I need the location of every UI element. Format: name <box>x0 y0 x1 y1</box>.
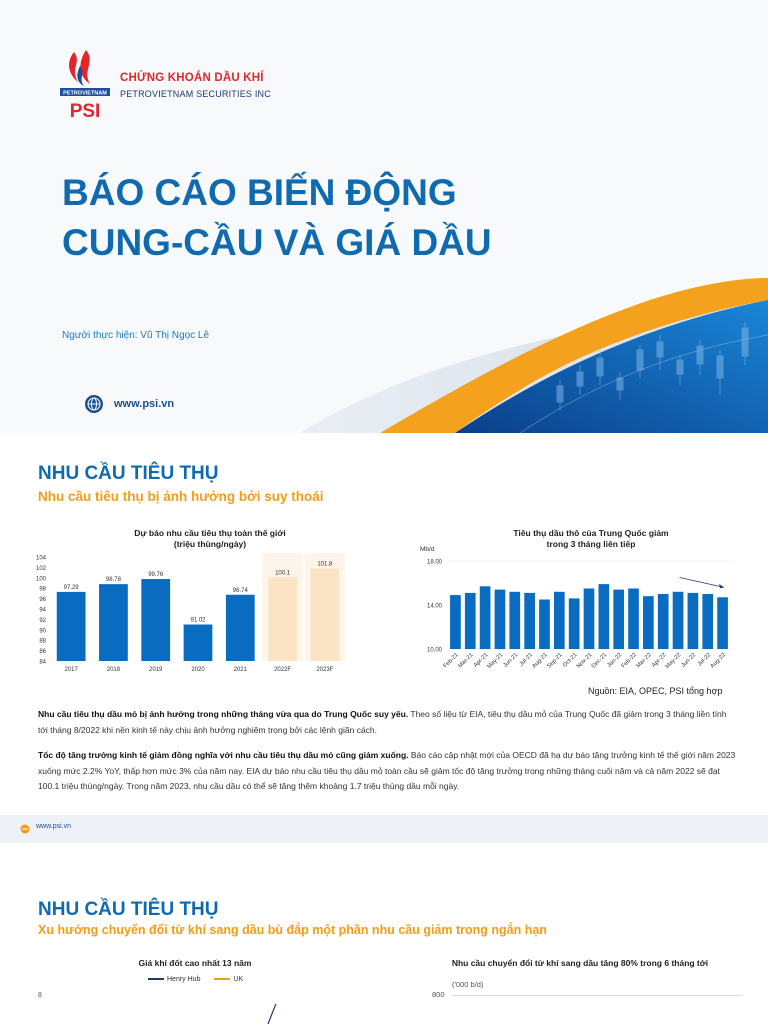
bar-value-label: 98.78 <box>105 577 121 584</box>
paragraph-1-rest: Theo số liệu từ EIA, tiêu thụ dầu mỏ của Trung Quốc đã giảm trong 3 tháng liền tính tới tháng 8/2022 khi nền kinh tế này chịu ảnh hưởng nghiêm trọng bởi các lệnh giãn cách. <box>38 709 727 735</box>
bar <box>450 595 461 649</box>
gas-price-legend <box>148 976 243 983</box>
brand-name-en: PETROVIETNAM SECURITIES INC <box>120 89 271 99</box>
bar <box>268 577 297 661</box>
x-tick-label: Aug-22 <box>709 652 727 670</box>
paragraph-1 <box>38 707 738 738</box>
page-footer <box>0 815 768 843</box>
bar <box>539 600 550 650</box>
gas-price-chart-title: Giá khí đốt cao nhất 13 năm <box>138 958 252 968</box>
paragraph-1-bold: Nhu cầu tiêu thụ dầu mỏ bị ảnh hưởng trong những tháng vừa qua do Trung Quốc suy yếu. <box>38 709 409 719</box>
y-tick-label: 18.00 <box>426 559 442 566</box>
footer-logo-icon <box>20 824 32 834</box>
x-tick-label: Feb-22 <box>620 652 638 670</box>
psi-logo <box>60 48 110 120</box>
switching-chart-title: Nhu cầu chuyển đổi từ khí sang dầu tăng 80% trong 6 tháng tới <box>451 958 709 968</box>
gas-price-chart-partial <box>38 994 278 1024</box>
x-tick-label: 2021 <box>233 667 247 673</box>
bar-value-label: 91.02 <box>190 617 206 624</box>
y-tick-label: 88 <box>39 638 46 645</box>
x-tick-label: Dec-21 <box>590 652 609 670</box>
y-tick-label: 84 <box>39 659 46 666</box>
website-text: www.psi.vn <box>114 398 175 410</box>
x-tick-label: Nov-21 <box>575 652 594 670</box>
section-title: NHU CẦU TIÊU THỤ <box>38 463 219 484</box>
legend-uk: UK <box>214 976 243 983</box>
bar-value-label: 101.8 <box>317 561 333 568</box>
logo-text: PSI <box>69 101 101 120</box>
y-tick-label: 94 <box>39 607 46 614</box>
bar <box>643 596 654 649</box>
x-tick-label: 2022F <box>274 667 292 673</box>
world-demand-chart <box>26 551 356 681</box>
bar <box>57 592 86 661</box>
bar <box>613 590 624 649</box>
legend-henry-hub: Henry Hub <box>148 976 200 983</box>
switching-axis-top: 800 <box>432 990 445 999</box>
x-tick-label: Sep-21 <box>546 652 564 670</box>
bar <box>688 593 699 649</box>
y-tick-label: 14.00 <box>426 603 442 610</box>
y-tick-label: 96 <box>39 597 46 604</box>
bar <box>569 598 580 649</box>
bar-value-label: 99.76 <box>148 572 164 579</box>
bar-value-label: 100.1 <box>275 570 291 577</box>
paragraph-2-rest: Báo cáo cập nhật mới của OECD đã hạ dự báo tăng trưởng kinh tế thế giới năm 2023 xuống mức 2.2% YoY, thấp hơn mức 3% của năm nay. EIA dự báo nhu cầu tiêu thụ dầu mỏ toàn cầu sẽ giảm tốc độ tăng trưởng trong những tháng cuối năm và cả năm 2022 sẽ đạt 100.1 triệu thùng/ngày. Trong năm 2023, nhu cầu dầu có thể sẽ tăng thêm khoảng 1.7 triệu thùng dầu mỗi ngày. <box>38 750 736 791</box>
x-tick-label: Mar-21 <box>457 652 475 670</box>
bar-value-label: 96.74 <box>232 587 248 594</box>
x-tick-label: Jul-21 <box>518 652 535 668</box>
cover-slide <box>0 0 768 433</box>
x-tick-label: Apr-21 <box>472 652 490 669</box>
y-tick-label: 100 <box>35 576 46 583</box>
section-subtitle: Nhu cầu tiêu thụ bị ảnh hưởng bởi suy thoái <box>38 489 324 504</box>
globe-icon <box>84 394 104 414</box>
switching-unit: ('000 b/d) <box>452 980 484 989</box>
world-demand-title-line2: (triệu thùng/ngày) <box>173 539 247 549</box>
report-title-line2: CUNG-CẦU VÀ GIÁ DẦU <box>62 222 492 263</box>
bar <box>584 589 595 650</box>
bar <box>598 584 609 649</box>
author-line: Người thực hiện: Vũ Thị Ngọc Lê <box>62 330 210 341</box>
chart-source: Nguồn: EIA, OPEC, PSI tổng hợp <box>588 686 723 696</box>
paragraph-2-bold: Tốc độ tăng trưởng kinh tế giảm đồng nghĩa với nhu cầu tiêu thụ dầu mỏ cũng giảm xuống. <box>38 750 409 760</box>
bar <box>226 595 255 661</box>
report-title <box>62 168 492 268</box>
gas-to-oil-slide <box>0 870 768 1024</box>
x-tick-label: 2018 <box>106 667 121 673</box>
switching-gridline <box>452 995 742 996</box>
report-title-line1: BÁO CÁO BIẾN ĐỘNG <box>62 172 457 213</box>
trend-arrow-head <box>719 584 724 589</box>
logo-small-text: PETROVIETNAM <box>63 90 107 97</box>
x-tick-label: Oct-21 <box>562 652 579 669</box>
bar-value-label: 97.29 <box>63 584 79 591</box>
y-tick-label: 92 <box>39 617 46 624</box>
x-tick-label: Jul-22 <box>696 652 713 668</box>
x-tick-label: Feb-21 <box>442 652 460 670</box>
bar <box>141 579 170 661</box>
x-tick-label: May-21 <box>486 652 505 671</box>
gas-axis-top-label: 8 <box>38 992 42 999</box>
section-subtitle-2: Xu hướng chuyển đổi từ khí sang dầu bù đắp một phần nhu cầu giảm trong ngắn hạn <box>38 923 547 937</box>
china-title-line2: trong 3 tháng liên tiếp <box>546 539 636 549</box>
bar <box>702 594 713 649</box>
brand-name-vi: CHỨNG KHOÁN DẦU KHÍ <box>120 72 264 84</box>
x-tick-label: Jun-22 <box>680 652 698 669</box>
demand-slide <box>0 433 768 870</box>
x-tick-label: May-22 <box>664 652 683 671</box>
bar <box>554 592 565 649</box>
y-axis-unit: Mb/d <box>420 546 435 553</box>
world-demand-chart-title <box>60 528 360 550</box>
section-title-2: NHU CẦU TIÊU THỤ <box>38 899 219 920</box>
x-tick-label: Jan-22 <box>606 652 624 669</box>
x-tick-label: Jun-21 <box>502 652 520 669</box>
y-tick-label: 102 <box>35 565 46 572</box>
bar <box>717 597 728 649</box>
paragraph-2 <box>38 748 738 795</box>
bar <box>673 592 684 649</box>
x-tick-label: Aug-21 <box>531 652 549 670</box>
bar <box>495 590 506 649</box>
y-tick-label: 104 <box>35 555 46 562</box>
world-demand-title-line1: Dự báo nhu cầu tiêu thụ toàn thế giới <box>134 528 286 538</box>
bar <box>99 584 128 661</box>
bar <box>465 593 476 649</box>
y-tick-label: 98 <box>39 586 46 593</box>
bar <box>628 589 639 650</box>
x-tick-label: Apr-22 <box>651 652 668 669</box>
y-tick-label: 90 <box>39 628 46 635</box>
x-tick-label: 2023F <box>316 667 334 673</box>
y-tick-label: 10.00 <box>426 647 442 654</box>
bar <box>310 568 339 661</box>
x-tick-label: Mar-22 <box>635 652 653 670</box>
trend-arrow-line <box>680 578 725 588</box>
china-title-line1: Tiêu thụ dầu thô của Trung Quốc giảm <box>513 528 669 538</box>
china-consumption-chart <box>412 541 742 681</box>
bar <box>658 594 669 649</box>
x-tick-label: 2020 <box>191 667 205 673</box>
y-tick-label: 86 <box>39 649 46 656</box>
x-tick-label: 2019 <box>149 667 163 673</box>
bar <box>524 593 535 649</box>
footer-website[interactable]: www.psi.vn <box>36 823 72 830</box>
bar <box>184 624 213 661</box>
bar <box>480 586 491 649</box>
x-tick-label: 2017 <box>64 667 78 673</box>
bar <box>509 592 520 649</box>
